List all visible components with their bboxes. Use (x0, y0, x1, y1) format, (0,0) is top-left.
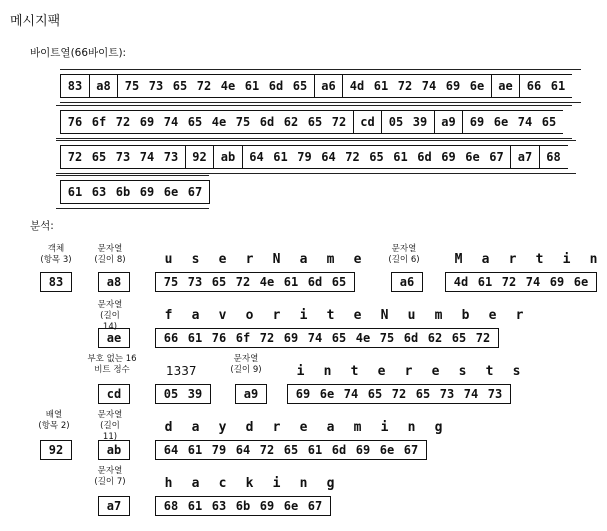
string-char: s (512, 364, 521, 379)
string-char: d (245, 420, 254, 435)
hacking-type-label: 문자열 (길이 7) (94, 466, 126, 487)
interests-bytes-box (287, 384, 511, 404)
byte-value: 69 (295, 387, 311, 401)
favorite-type-label: 문자열 (길이 14) (97, 300, 123, 332)
string-char: M (454, 252, 463, 267)
string-char: c (218, 476, 227, 491)
string-char: N (272, 252, 281, 267)
byte-value: 64 (249, 150, 264, 164)
string-char: d (164, 420, 173, 435)
uint16-bytes-box (155, 384, 211, 404)
byte-value: 6d (331, 443, 347, 457)
byte-value: 61 (307, 443, 323, 457)
byte-value: 61 (477, 275, 493, 289)
byte-value: 67 (307, 499, 323, 513)
byte-value: 67 (187, 185, 203, 199)
byte-value: 72 (391, 387, 407, 401)
byte-value: 69 (355, 443, 371, 457)
byte-value: 69 (445, 79, 461, 93)
martin-bytes-box (445, 272, 597, 292)
string-char: a (191, 420, 200, 435)
byte-group (213, 145, 243, 169)
byte-value: 6e (493, 115, 509, 129)
byte-value: 66 (526, 79, 542, 93)
byte-value: 6e (163, 185, 179, 199)
string-char: n (299, 476, 308, 491)
byte-value: 72 (397, 79, 413, 93)
byte-value: 66 (163, 331, 179, 345)
byte-value: 65 (307, 115, 323, 129)
byte-value: 6f (91, 115, 107, 129)
byte-value: 6d (268, 79, 284, 93)
string-char: n (589, 252, 598, 267)
byte-value: 65 (283, 443, 299, 457)
byte-value: 65 (415, 387, 431, 401)
string-char: t (485, 364, 494, 379)
string-char: k (245, 476, 254, 491)
byte-value: 64 (163, 443, 179, 457)
daydreaming-type-label: 문자열 (길이 11) (97, 410, 123, 442)
hacking-chars (155, 476, 344, 491)
byte-value: 4d (349, 79, 365, 93)
byte-value: 72 (475, 331, 491, 345)
interests-chars (287, 364, 530, 379)
byte-value: 73 (439, 387, 455, 401)
byte-row (60, 74, 571, 98)
string-char: n (407, 420, 416, 435)
string-char: s (458, 364, 467, 379)
string-char: t (535, 252, 544, 267)
byte-value: 39 (412, 115, 428, 129)
byte-value: 65 (172, 79, 188, 93)
byte-value: 4e (211, 115, 227, 129)
byte-value: 61 (393, 150, 408, 164)
byte-value: 72 (196, 79, 212, 93)
string-char: e (377, 364, 386, 379)
string-char: a (326, 420, 335, 435)
string-char: u (407, 308, 416, 323)
string-char: m (434, 308, 443, 323)
byte-group (60, 110, 354, 134)
uint16-value: 1337 (166, 364, 197, 378)
string-char: m (353, 420, 362, 435)
byte-value: 69 (549, 275, 565, 289)
string-char: m (326, 252, 335, 267)
byte-group (314, 74, 344, 98)
string-char: e (218, 252, 227, 267)
string-char: e (431, 364, 440, 379)
byte-value: 73 (148, 79, 164, 93)
byte-value: 6e (573, 275, 589, 289)
byte-value: 72 (67, 150, 83, 164)
object-label: 객체 (항목 3) (40, 244, 72, 265)
string-char: r (404, 364, 413, 379)
byte-group (510, 145, 540, 169)
string-char: o (245, 308, 254, 323)
string-char: n (323, 364, 332, 379)
string-char: r (508, 252, 517, 267)
byte-group (434, 110, 464, 134)
byte-value: 65 (451, 331, 467, 345)
string-char: a (481, 252, 490, 267)
interests-tag-box: a9 (235, 384, 267, 404)
username-tag-box: a8 (98, 272, 130, 292)
string-char: e (353, 252, 362, 267)
byte-value: 68 (163, 499, 179, 513)
byte-value: 69 (469, 115, 485, 129)
byte-value: 74 (343, 387, 359, 401)
byte-value: a6 (321, 79, 336, 93)
byte-value: 74 (517, 115, 533, 129)
byte-value: 72 (259, 331, 275, 345)
string-char: g (326, 476, 335, 491)
byte-value: 73 (187, 275, 203, 289)
byte-group (519, 74, 572, 98)
byte-value: 65 (91, 150, 107, 164)
byte-value: 75 (379, 331, 395, 345)
byte-value: 83 (67, 79, 83, 93)
byte-value: 69 (259, 499, 275, 513)
byte-value: 69 (139, 185, 155, 199)
page-title: 메시지팩 (10, 14, 61, 29)
object-byte-box: 83 (40, 272, 72, 292)
byte-value: 64 (235, 443, 251, 457)
byte-value: 6e (465, 150, 480, 164)
byte-value: 65 (367, 387, 383, 401)
interests-type-label: 문자열 (길이 9) (230, 354, 262, 375)
string-char: i (562, 252, 571, 267)
byte-value: 75 (235, 115, 251, 129)
daydreaming-bytes-box (155, 440, 427, 460)
byte-group (185, 145, 215, 169)
daydreaming-tag-box: ab (98, 440, 130, 460)
string-char: g (434, 420, 443, 435)
byte-value: 74 (525, 275, 541, 289)
username-type-label: 문자열 (길이 8) (94, 244, 126, 265)
byte-value: 65 (187, 115, 203, 129)
byte-value: a7 (517, 150, 533, 164)
byte-value: 61 (373, 79, 389, 93)
byte-value: cd (360, 115, 375, 129)
byte-value: 73 (487, 387, 503, 401)
byte-value: 6b (115, 185, 131, 199)
byte-value: 6b (235, 499, 251, 513)
byte-value: 6d (307, 275, 323, 289)
byte-value: 65 (331, 275, 347, 289)
byte-group (60, 145, 186, 169)
byte-value: 72 (331, 115, 347, 129)
array-label: 배열 (항목 2) (38, 410, 70, 431)
byte-value: 67 (403, 443, 419, 457)
byte-value: 76 (211, 331, 227, 345)
string-char: s (191, 252, 200, 267)
byte-group (462, 110, 563, 134)
byte-value: 65 (369, 150, 384, 164)
favorite-chars (155, 308, 533, 323)
martin-tag-box: a6 (391, 272, 423, 292)
string-char: e (488, 308, 497, 323)
string-char: v (218, 308, 227, 323)
byte-value: 4e (259, 275, 275, 289)
martin-chars (445, 252, 607, 267)
byte-value: 79 (211, 443, 227, 457)
byte-value: 61 (283, 275, 299, 289)
byte-value: 6e (283, 499, 299, 513)
string-char: N (380, 308, 389, 323)
byte-group (342, 74, 492, 98)
byte-value: 69 (139, 115, 155, 129)
byte-value: ae (498, 79, 513, 93)
daydreaming-chars (155, 420, 452, 435)
byte-group (60, 180, 210, 204)
byte-value: 61 (67, 185, 83, 199)
byte-value: 74 (421, 79, 437, 93)
byte-value: 75 (163, 275, 179, 289)
byte-value: 67 (489, 150, 504, 164)
byte-value: 65 (541, 115, 557, 129)
string-char: a (191, 476, 200, 491)
string-char: f (164, 308, 173, 323)
byte-value: 4e (355, 331, 371, 345)
string-char: e (299, 420, 308, 435)
byte-value: 6d (259, 115, 275, 129)
username-bytes-box (155, 272, 355, 292)
byte-row (60, 180, 209, 204)
byte-value: 72 (115, 115, 131, 129)
byte-value: 69 (283, 331, 299, 345)
byte-value: 64 (321, 150, 336, 164)
string-char: u (164, 252, 173, 267)
string-char: i (272, 476, 281, 491)
byte-group (381, 110, 435, 134)
byte-value: 79 (297, 150, 312, 164)
string-char: r (272, 420, 281, 435)
byte-value: 61 (187, 499, 203, 513)
martin-type-label: 문자열 (길이 6) (388, 244, 420, 265)
byte-value: 61 (187, 331, 203, 345)
byte-group (491, 74, 521, 98)
byte-value: a8 (96, 79, 111, 93)
byte-value: 74 (139, 150, 155, 164)
byte-group (60, 74, 90, 98)
string-char: r (515, 308, 524, 323)
uint16-tag-box: cd (98, 384, 130, 404)
byte-value: 72 (235, 275, 251, 289)
byte-value: 73 (115, 150, 131, 164)
uint16-type-label: 부호 없는 16 비트 정수 (87, 354, 137, 375)
byte-value: 73 (163, 150, 179, 164)
hacking-bytes-box (155, 496, 331, 516)
byte-row (60, 145, 566, 169)
byte-value: 6e (319, 387, 335, 401)
byte-value: 62 (427, 331, 443, 345)
string-char: a (191, 308, 200, 323)
analysis-heading: 분석: (30, 220, 54, 232)
byte-value: 6e (379, 443, 395, 457)
string-char: y (218, 420, 227, 435)
string-char: r (245, 252, 254, 267)
byte-value: 69 (441, 150, 456, 164)
byte-value: a9 (441, 115, 456, 129)
byte-value: 65 (211, 275, 227, 289)
byte-group (353, 110, 383, 134)
byte-value: 6f (235, 331, 251, 345)
byte-group (242, 145, 512, 169)
byte-value: 62 (283, 115, 299, 129)
byte-value: 61 (273, 150, 288, 164)
byte-value: 72 (345, 150, 360, 164)
byte-value: 6e (469, 79, 485, 93)
byte-value: 63 (211, 499, 227, 513)
byte-value: 61 (187, 443, 203, 457)
byte-value: 72 (259, 443, 275, 457)
string-char: r (272, 308, 281, 323)
string-char: h (164, 476, 173, 491)
byte-value: 61 (550, 79, 566, 93)
byte-value: 74 (163, 115, 179, 129)
byte-value: 65 (292, 79, 308, 93)
favorite-bytes-box (155, 328, 499, 348)
byte-value: 63 (91, 185, 107, 199)
byte-value: ab (220, 150, 236, 164)
string-char: i (299, 308, 308, 323)
byte-group (117, 74, 315, 98)
byte-value: 76 (67, 115, 83, 129)
byte-value: 72 (501, 275, 517, 289)
byte-value: 75 (124, 79, 140, 93)
string-char: a (299, 252, 308, 267)
string-char: i (380, 420, 389, 435)
byte-value: 74 (307, 331, 323, 345)
string-char: b (461, 308, 470, 323)
byte-value: 61 (244, 79, 260, 93)
byte-value: 68 (546, 150, 561, 164)
byte-value: 05 (163, 387, 179, 401)
byte-value: 4e (220, 79, 236, 93)
string-char: e (353, 308, 362, 323)
bytes-heading: 바이트열(66바이트): (30, 47, 127, 59)
byte-value: 92 (192, 150, 207, 164)
byte-value: 6d (417, 150, 432, 164)
byte-group (89, 74, 119, 98)
username-chars (155, 252, 371, 267)
byte-group (539, 145, 568, 169)
byte-value: 6d (403, 331, 419, 345)
byte-row (60, 110, 562, 134)
favorite-tag-box: ae (98, 328, 130, 348)
string-char: t (326, 308, 335, 323)
byte-value: 74 (463, 387, 479, 401)
byte-value: 4d (453, 275, 469, 289)
byte-value: 05 (388, 115, 404, 129)
byte-value: 39 (187, 387, 203, 401)
string-char: i (296, 364, 305, 379)
byte-value: 65 (331, 331, 347, 345)
string-char: t (350, 364, 359, 379)
array-byte-box: 92 (40, 440, 72, 460)
hacking-tag-box: a7 (98, 496, 130, 516)
